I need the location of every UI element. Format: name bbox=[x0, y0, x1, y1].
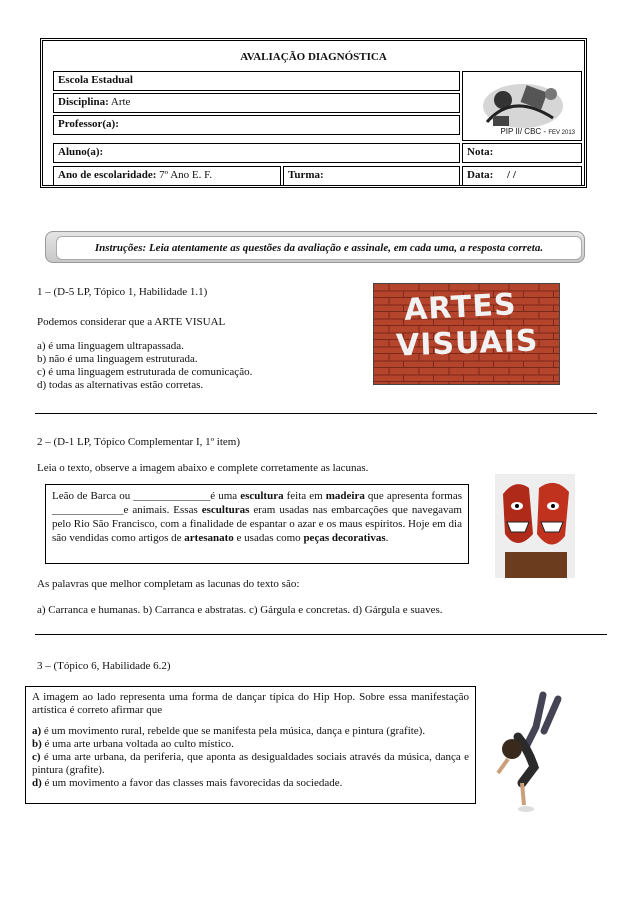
artes-visuais-image bbox=[373, 283, 560, 385]
school-field: Escola Estadual bbox=[53, 71, 460, 91]
q1-option-b: b) não é uma linguagem estruturada. bbox=[37, 353, 198, 365]
divider bbox=[35, 413, 597, 414]
carranca-image bbox=[495, 474, 575, 578]
q3-option-b: b) é uma arte urbana voltada ao culto místico. bbox=[32, 738, 234, 750]
q3-option-a: a) é um movimento rural, rebelde que se manifesta pela música, dança e pintura (grafite). bbox=[32, 725, 426, 737]
instructions-text: Instruções: Leia atentamente as questões da avaliação e assinale, em cada uma, a resposta correta. bbox=[56, 236, 582, 260]
q3-title: 3 – (Tópico 6, Habilidade 6.2) bbox=[37, 660, 171, 672]
q3-option-d: d) é um movimento a favor das classes mais favorecidas da sociedade. bbox=[32, 777, 343, 789]
student-field: Aluno(a): bbox=[53, 143, 460, 163]
q1-stem: Podemos considerar que a ARTE VISUAL bbox=[37, 316, 226, 328]
graffiti-text-1: ARTES bbox=[403, 287, 518, 328]
page-title: AVALIAÇÃO DIAGNÓSTICA bbox=[240, 51, 387, 63]
instructions-banner bbox=[45, 231, 585, 263]
q1-option-a: a) é uma linguagem ultrapassada. bbox=[37, 340, 184, 352]
header-table bbox=[40, 38, 587, 188]
q2-options: a) Carranca e humanas. b) Carranca e abstratas. c) Gárgula e concretas. d) Gárgula e suaves. bbox=[37, 604, 443, 616]
year-field: Ano de escolaridade: 7º Ano E. F. bbox=[53, 166, 281, 186]
logo-image: PIP II/ CBC - FEV 2013 bbox=[462, 71, 582, 141]
q3-stem: A imagem ao lado representa uma forma de dançar típica do Hip Hop. Sobre essa manifestação artística é correto afirmar que bbox=[32, 691, 469, 716]
q2-title: 2 – (D-1 LP, Tópico Complementar I, 1º item) bbox=[37, 436, 241, 448]
q3-option-c: c) é uma arte urbana, da periferia, que aponta as desigualdades sociais através da música, dança e pintura (grafite). bbox=[32, 751, 469, 776]
q1-option-d: d) todas as alternativas estão corretas. bbox=[37, 379, 204, 391]
class-field: Turma: bbox=[283, 166, 460, 186]
grade-field: Nota: bbox=[462, 143, 582, 163]
q2-question: As palavras que melhor completam as lacunas do texto são: bbox=[37, 578, 300, 590]
q1-title: 1 – (D-5 LP, Tópico 1, Habilidade 1.1) bbox=[37, 286, 208, 298]
q2-text-box: Leão de Barca ou ______________é uma escultura feita em madeira que apresenta formas _____________e animais. Essas esculturas eram usadas nas embarcações que navegavam pelo Rio São Francisco, com a finalidade de espantar o azar e os maus espíritos. Hoje em dia são vendidas como artigos de artesanato e usadas como peças decorativas. bbox=[45, 484, 469, 564]
q1-option-c: c) é uma linguagem estruturada de comunicação. bbox=[37, 366, 253, 378]
q2-stem: Leia o texto, observe a imagem abaixo e complete corretamente as lacunas. bbox=[37, 462, 369, 474]
graffiti-text-2: VISUAIS bbox=[395, 323, 539, 364]
date-field: Data: / / bbox=[462, 166, 582, 186]
q3-box bbox=[25, 686, 476, 804]
teacher-field: Professor(a): bbox=[53, 115, 460, 135]
discipline-field: Disciplina: Arte bbox=[53, 93, 460, 113]
divider bbox=[35, 634, 607, 635]
hip-hop-dancer-image bbox=[488, 687, 576, 815]
